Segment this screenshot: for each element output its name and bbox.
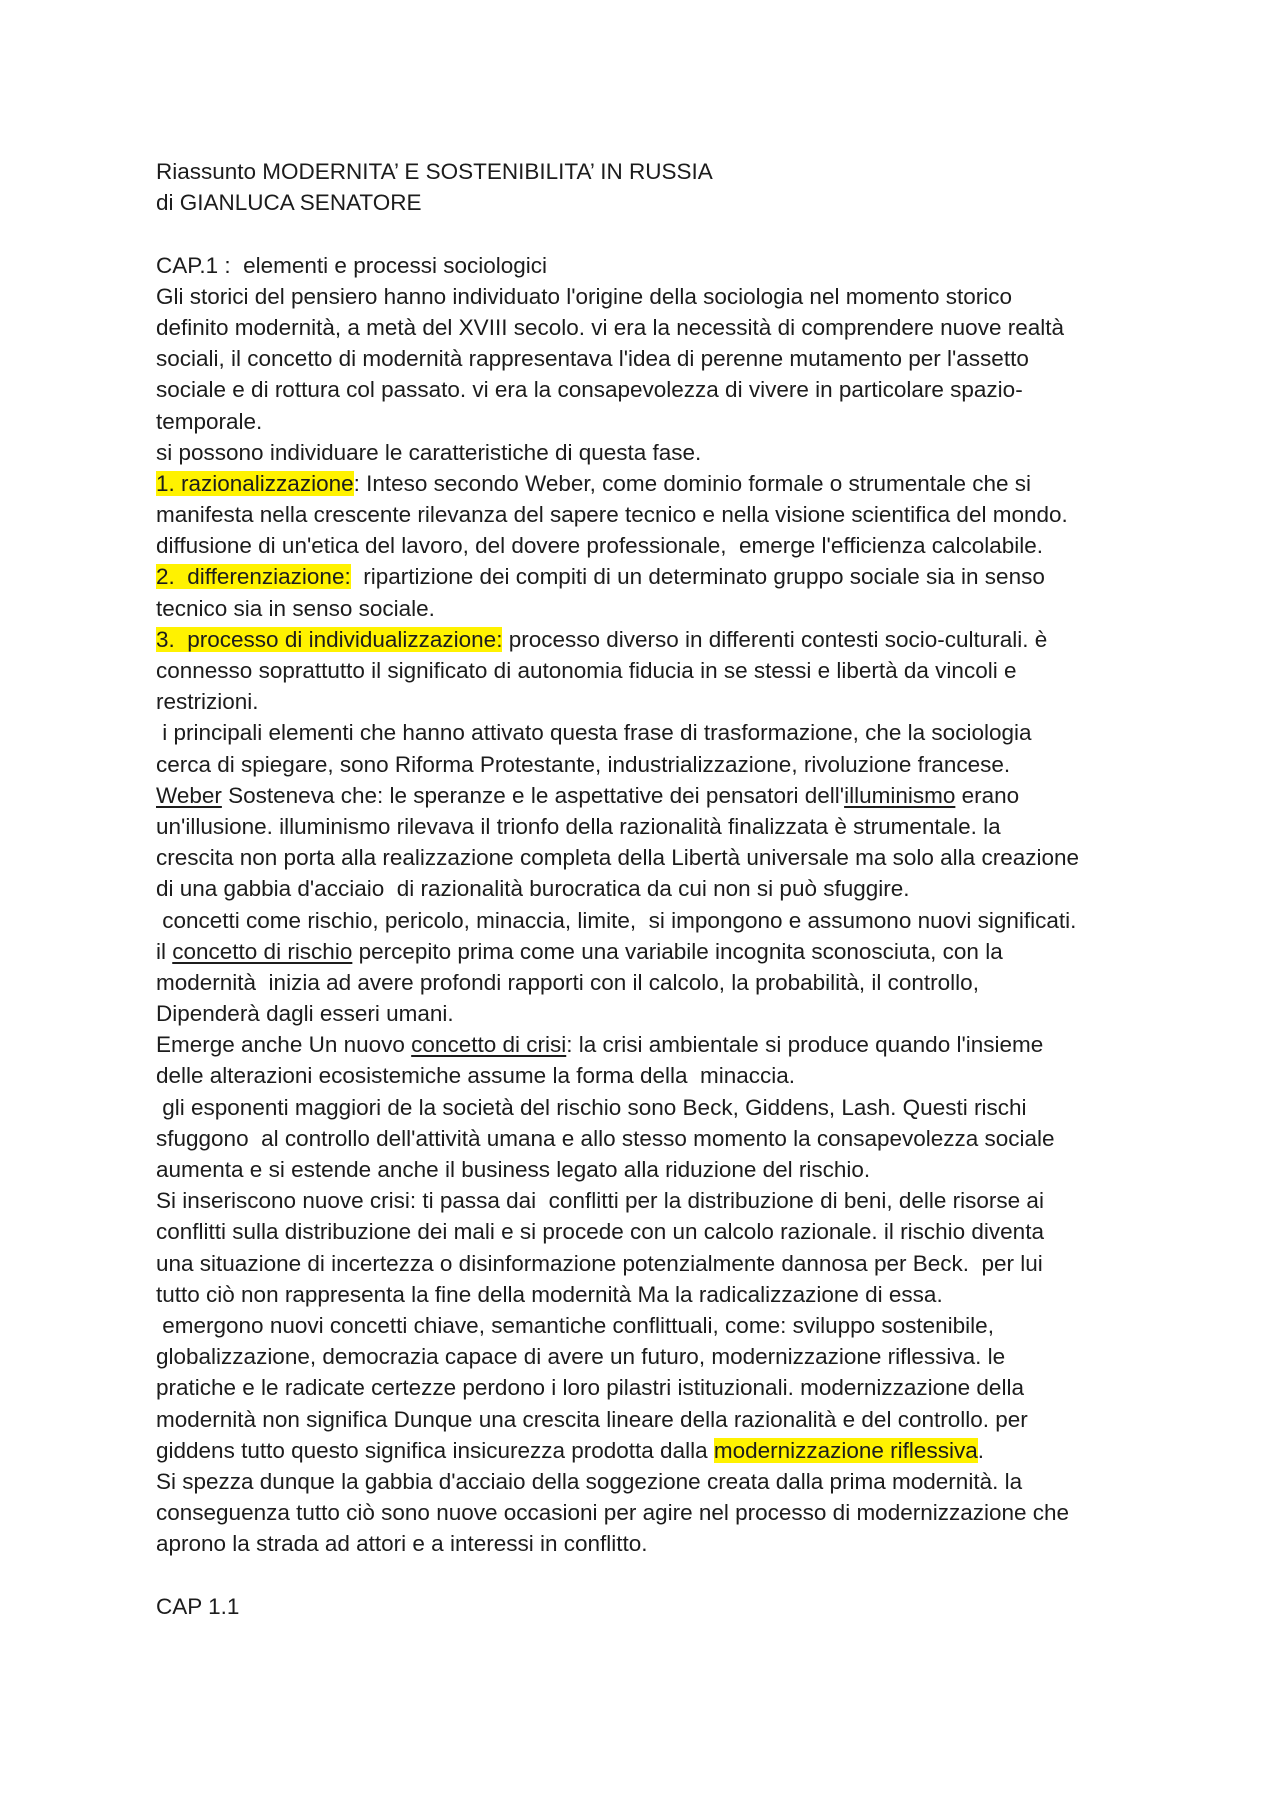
text-run: percepito prima come una variabile incognita sconosciuta, con la [352, 938, 1003, 964]
underlined-term: concetto di crisi [411, 1032, 567, 1058]
text-run: erano [955, 782, 1020, 808]
paragraph-line: temporale. [156, 408, 263, 434]
paragraph-line: aumenta e si estende anche il business legato alla riduzione del rischio. [156, 1157, 871, 1182]
paragraph-line: conseguenza tutto ciò sono nuove occasioni per agire nel processo di modernizzazione che [156, 1500, 1070, 1526]
highlighted-term: 3. processo di individualizzazione: [156, 626, 503, 652]
paragraph-line-weber [156, 780, 1156, 811]
highlighted-term: modernizzazione riflessiva [713, 1437, 978, 1463]
list-item-text: ripartizione dei compiti di un determinato gruppo sociale sia in senso [350, 564, 1045, 590]
paragraph-line: sociale e di rottura col passato. vi era la consapevolezza di vivere in particolare spazio- [156, 377, 1023, 403]
paragraph-line: Dipenderà dagli esseri umani. [156, 1001, 454, 1027]
paragraph-line: Si inseriscono nuove crisi: ti passa dai conflitti per la distribuzione di beni, delle risorse ai [156, 1188, 1044, 1214]
text-run: giddens tutto questo significa insicurezza prodotta dalla [156, 1437, 714, 1463]
paragraph-line: una situazione di incertezza o disinformazione potenzialmente dannosa per Beck. per lui [156, 1250, 1043, 1276]
paragraph-line: aprono la strada ad attori e a interessi in conflitto. [156, 1531, 648, 1557]
paragraph-line: Gli storici del pensiero hanno individuato l'origine della sociologia nel momento storico [156, 283, 1013, 309]
paragraph-line: si possono individuare le caratteristiche di questa fase. [156, 439, 702, 465]
document-author: di GIANLUCA SENATORE [156, 190, 422, 216]
list-item-text: : Inteso secondo Weber, come dominio formale o strumentale che si [353, 470, 1032, 496]
paragraph-line: cerca di spiegare, sono Riforma Protestante, industrializzazione, rivoluzione francese. [156, 751, 1011, 777]
paragraph-line: definito modernità, a metà del XVIII secolo. vi era la necessità di comprendere nuove realtà [156, 314, 1064, 340]
paragraph-line: manifesta nella crescente rilevanza del sapere tecnico e nella visione scientifica del mondo. [156, 502, 1068, 528]
paragraph-line: restrizioni. [156, 689, 259, 715]
list-item-razionalizzazione [156, 468, 1156, 499]
paragraph-line: i principali elementi che hanno attivato questa frase di trasformazione, che la sociologia [156, 720, 1032, 746]
highlighted-term: 2. differenziazione: [156, 564, 351, 590]
paragraph-line-rischio [156, 936, 1156, 967]
list-item-individualizzazione [156, 624, 1156, 655]
document-title: Riassunto MODERNITA’ E SOSTENIBILITA’ IN RUSSIA [156, 159, 713, 184]
highlighted-term: 1. razionalizzazione [156, 470, 354, 496]
underlined-term: concetto di rischio [172, 938, 353, 964]
paragraph-line: sfuggono al controllo dell'attività umana e allo stesso momento la consapevolezza sociale [156, 1125, 1055, 1151]
list-item-differenziazione [156, 561, 1156, 592]
text-run: : la crisi ambientale si produce quando l'insieme [566, 1032, 1044, 1058]
paragraph-line: conflitti sulla distribuzione dei mali e si procede con un calcolo razionale. il rischio diventa [156, 1219, 1044, 1245]
chapter-heading: CAP.1 : elementi e processi sociologici [156, 252, 548, 278]
paragraph-line: globalizzazione, democrazia capace di avere un futuro, modernizzazione riflessiva. le [156, 1344, 1006, 1370]
paragraph-line: crescita non porta alla realizzazione completa della Libertà universale ma solo alla creazione [156, 845, 1080, 871]
text-run: . [977, 1437, 984, 1463]
paragraph-line: pratiche e le radicate certezze perdono i loro pilastri istituzionali. modernizzazione della [156, 1375, 1024, 1401]
list-item-text: processo diverso in differenti contesti socio-culturali. è [502, 626, 1048, 652]
paragraph-line: modernità non significa Dunque una crescita lineare della razionalità e del controllo. per [156, 1406, 1028, 1432]
paragraph-line: sociali, il concetto di modernità rappresentava l'idea di perenne mutamento per l'assetto [156, 346, 1029, 372]
paragraph-line: modernità inizia ad avere profondi rapporti con il calcolo, la probabilità, il controllo, [156, 969, 979, 995]
paragraph-line-crisi [156, 1029, 1156, 1060]
paragraph-line: di una gabbia d'acciaio di razionalità burocratica da cui non si può sfuggire. [156, 876, 910, 902]
paragraph-line: connesso soprattutto il significato di autonomia fiducia in se stessi e libertà da vincoli e [156, 658, 1017, 683]
paragraph-line: emergono nuovi concetti chiave, semantiche conflittuali, come: sviluppo sostenibile, [156, 1312, 994, 1338]
chapter-heading: CAP 1.1 [156, 1593, 240, 1619]
paragraph-line: delle alterazioni ecosistemiche assume la forma della minaccia. [156, 1063, 796, 1089]
text-run: il [156, 938, 173, 964]
paragraph-line: Si spezza dunque la gabbia d'acciaio della soggezione creata dalla prima modernità. la [156, 1468, 1023, 1494]
paragraph-line: tecnico sia in senso sociale. [156, 595, 435, 621]
paragraph-line: tutto ciò non rappresenta la fine della modernità Ma la radicalizzazione di essa. [156, 1281, 943, 1307]
blank-line [156, 218, 1156, 249]
blank-line [156, 1559, 1156, 1590]
document-page [156, 156, 1156, 1622]
underlined-term: illuminismo [844, 782, 956, 808]
paragraph-line-giddens [156, 1435, 1156, 1466]
paragraph-line: un'illusione. illuminismo rilevava il trionfo della razionalità finalizzata è strumentale. la [156, 813, 1001, 839]
paragraph-line: gli esponenti maggiori de la società del rischio sono Beck, Giddens, Lash. Questi rischi [156, 1094, 1027, 1120]
underlined-term: Weber [156, 782, 222, 808]
paragraph-line: diffusione di un'etica del lavoro, del dovere professionale, emerge l'efficienza calcolabile. [156, 533, 1044, 559]
paragraph-line: concetti come rischio, pericolo, minaccia, limite, si impongono e assumono nuovi significati. [156, 907, 1077, 933]
text-run: Sosteneva che: le speranze e le aspettative dei pensatori dell' [221, 782, 845, 808]
text-run: Emerge anche Un nuovo [156, 1032, 412, 1058]
